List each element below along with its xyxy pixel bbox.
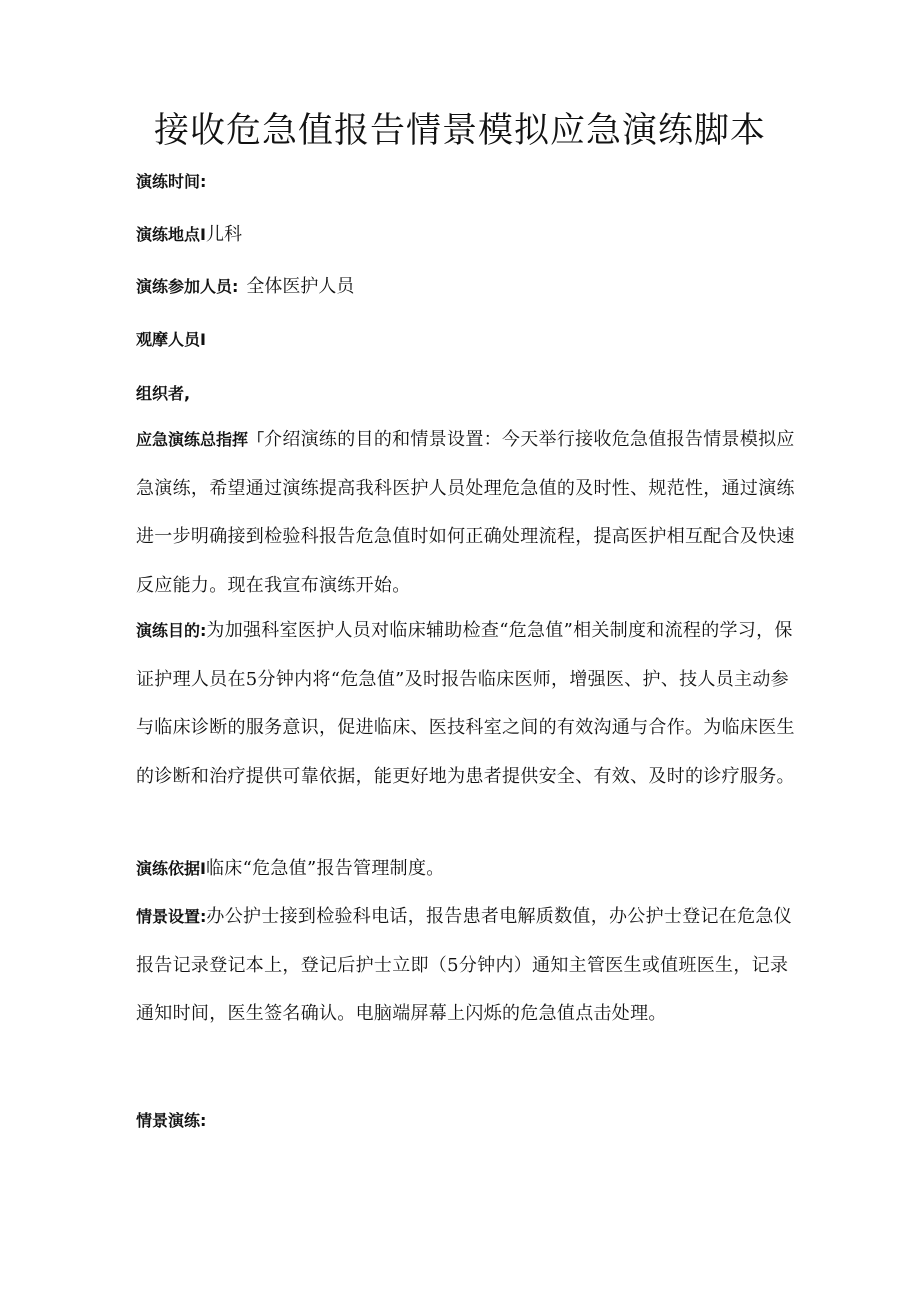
commander-paragraph bbox=[136, 416, 796, 610]
field-label: 演练地点I bbox=[136, 225, 206, 244]
paragraph-text: 办公护士接到检验科电话，报告患者电解质数值，办公护士登记在危急仪报告记录登记本上，登记后护士立即（5分钟内）通知主管医生或值班医生，记录通知时间，医生签名确认。电脑端屏幕上闪烁的危急值点击处理。 bbox=[136, 906, 793, 1024]
paragraph-text: 为加强科室医护人员对临床辅助检查“危急值”相关制度和流程的学习，保证护理人员在5分钟内将“危急值”及时报告临床医师，增强医、护、技人员主动参与临床诊断的服务意识，促进临床、医技科室之间的有效沟通与合作。为临床医生的诊断和治疗提供可靠依据，能更好地为患者提供安全、有效、及时的诊疗服务。 bbox=[136, 620, 795, 787]
paragraph-label: 情景设置: bbox=[136, 907, 207, 926]
paragraph-label: 演练目的: bbox=[136, 621, 207, 640]
field-label: 组织者, bbox=[136, 384, 191, 403]
field-drill-participants bbox=[136, 274, 354, 300]
scenario-setup-paragraph bbox=[136, 893, 796, 1039]
purpose-paragraph bbox=[136, 607, 796, 801]
field-organizer bbox=[136, 381, 190, 407]
field-drill-time bbox=[136, 169, 206, 195]
paragraph-label: 演练依据I bbox=[136, 859, 206, 878]
basis-paragraph bbox=[136, 845, 796, 894]
paragraph-text: 临床“危急值”报告管理制度。 bbox=[205, 858, 445, 879]
field-label: 演练时间: bbox=[136, 172, 207, 191]
document-title: 接收危急值报告情景模拟应急演练脚本 bbox=[153, 111, 766, 151]
section-label: 情景演练: bbox=[136, 1111, 207, 1130]
field-observers bbox=[136, 327, 206, 353]
field-label: 演练参加人员: bbox=[136, 277, 239, 296]
field-value: 全体医护人员 bbox=[246, 276, 355, 297]
field-value: 儿科 bbox=[205, 224, 242, 245]
scenario-drill-heading bbox=[136, 1108, 206, 1134]
field-drill-location bbox=[136, 222, 242, 248]
paragraph-label: 应急演练总指挥「 bbox=[136, 430, 265, 449]
field-label: 观摩人员I bbox=[136, 330, 206, 349]
paragraph-text: 介绍演练的目的和情景设置：今天举行接收危急值报告情景模拟应急演练，希望通过演练提高我科医护人员处理危急值的及时性、规范性，通过演练进一步明确接到检验科报告危急值时如何正确处理流程，提高医护相互配合及快速反应能力。现在我宣布演练开始。 bbox=[136, 429, 795, 596]
